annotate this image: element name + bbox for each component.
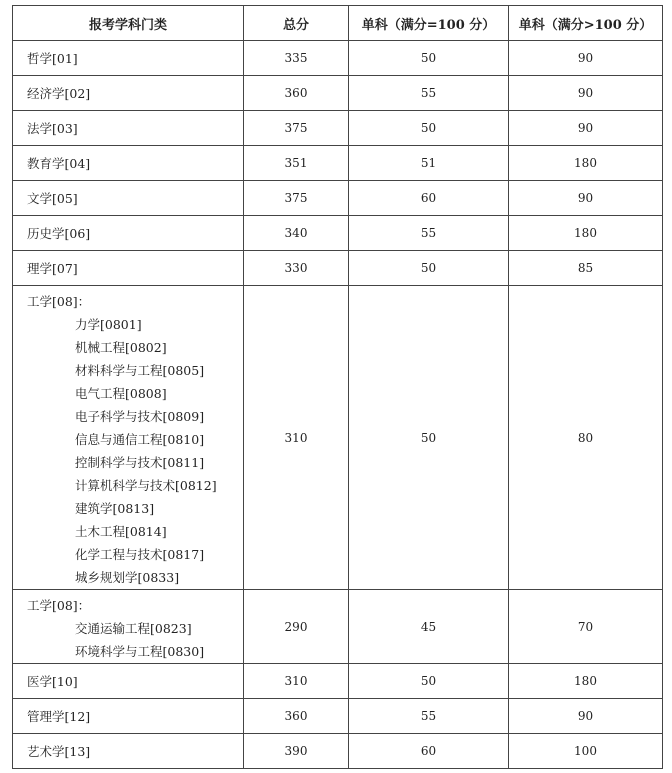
table-row — [13, 146, 663, 181]
single-100-cell: 50 — [349, 41, 509, 76]
category-cell — [13, 590, 244, 664]
sub-discipline: 材料科学与工程[0805] — [75, 363, 205, 378]
single-over-100-cell: 85 — [509, 251, 663, 286]
sub-discipline: 计算机科学与技术[0812] — [75, 478, 217, 493]
total-cell: 390 — [244, 734, 349, 769]
single-over-100-cell: 180 — [509, 216, 663, 251]
single-100-cell: 50 — [349, 251, 509, 286]
sub-discipline: 信息与通信工程[0810] — [75, 432, 205, 447]
sub-discipline: 城乡规划学[0833] — [75, 570, 180, 585]
table-row — [13, 216, 663, 251]
table-row — [13, 734, 663, 769]
table-row — [13, 664, 663, 699]
single-100-cell: 51 — [349, 146, 509, 181]
single-over-100-cell: 90 — [509, 181, 663, 216]
total-cell: 340 — [244, 216, 349, 251]
sub-discipline: 控制科学与技术[0811] — [75, 455, 205, 470]
total-cell: 375 — [244, 181, 349, 216]
header-single-over-100: 单科（满分>100 分） — [509, 6, 663, 41]
sub-discipline-list — [27, 617, 243, 663]
category-cell: 艺术学[13] — [13, 734, 244, 769]
single-100-cell: 50 — [349, 111, 509, 146]
sub-discipline: 电子科学与技术[0809] — [75, 409, 205, 424]
sub-discipline: 交通运输工程[0823] — [75, 621, 192, 636]
category-cell: 法学[03] — [13, 111, 244, 146]
sub-discipline: 化学工程与技术[0817] — [75, 547, 205, 562]
single-over-100-cell: 90 — [509, 41, 663, 76]
table-row-engineering-group-1 — [13, 286, 663, 590]
single-over-100-cell: 180 — [509, 146, 663, 181]
sub-discipline: 电气工程[0808] — [75, 386, 167, 401]
table-row — [13, 41, 663, 76]
total-cell: 335 — [244, 41, 349, 76]
single-over-100-cell: 90 — [509, 699, 663, 734]
header-row — [13, 6, 663, 41]
single-100-cell: 45 — [349, 590, 509, 664]
category-cell: 教育学[04] — [13, 146, 244, 181]
category-cell: 理学[07] — [13, 251, 244, 286]
single-over-100-cell: 90 — [509, 111, 663, 146]
header-total: 总分 — [244, 6, 349, 41]
category-cell: 医学[10] — [13, 664, 244, 699]
sub-discipline: 机械工程[0802] — [75, 340, 167, 355]
group-title: 工学[08]： — [27, 598, 91, 613]
sub-discipline: 力学[0801] — [75, 317, 142, 332]
sub-discipline: 建筑学[0813] — [75, 501, 155, 516]
category-cell: 管理学[12] — [13, 699, 244, 734]
sub-discipline-list — [27, 313, 243, 589]
category-cell: 哲学[01] — [13, 41, 244, 76]
sub-discipline: 土木工程[0814] — [75, 524, 167, 539]
category-cell — [13, 286, 244, 590]
sub-discipline: 环境科学与工程[0830] — [75, 644, 205, 659]
single-100-cell: 55 — [349, 699, 509, 734]
single-over-100-cell: 70 — [509, 590, 663, 664]
single-over-100-cell: 80 — [509, 286, 663, 590]
single-100-cell: 50 — [349, 664, 509, 699]
total-cell: 310 — [244, 664, 349, 699]
single-100-cell: 55 — [349, 76, 509, 111]
single-over-100-cell: 100 — [509, 734, 663, 769]
single-100-cell: 60 — [349, 734, 509, 769]
total-cell: 330 — [244, 251, 349, 286]
single-over-100-cell: 180 — [509, 664, 663, 699]
header-category: 报考学科门类 — [13, 6, 244, 41]
single-100-cell: 55 — [349, 216, 509, 251]
total-cell: 360 — [244, 76, 349, 111]
total-cell: 310 — [244, 286, 349, 590]
category-cell: 经济学[02] — [13, 76, 244, 111]
table-row — [13, 76, 663, 111]
category-cell: 文学[05] — [13, 181, 244, 216]
total-cell: 351 — [244, 146, 349, 181]
total-cell: 375 — [244, 111, 349, 146]
single-100-cell: 60 — [349, 181, 509, 216]
single-100-cell: 50 — [349, 286, 509, 590]
header-single-100: 单科（满分=100 分） — [349, 6, 509, 41]
score-table — [12, 5, 663, 769]
table-row — [13, 181, 663, 216]
table-row — [13, 111, 663, 146]
table-row — [13, 251, 663, 286]
total-cell: 360 — [244, 699, 349, 734]
category-cell: 历史学[06] — [13, 216, 244, 251]
table-row — [13, 699, 663, 734]
total-cell: 290 — [244, 590, 349, 664]
table-row-engineering-group-2 — [13, 590, 663, 664]
single-over-100-cell: 90 — [509, 76, 663, 111]
group-title: 工学[08]： — [27, 294, 91, 309]
